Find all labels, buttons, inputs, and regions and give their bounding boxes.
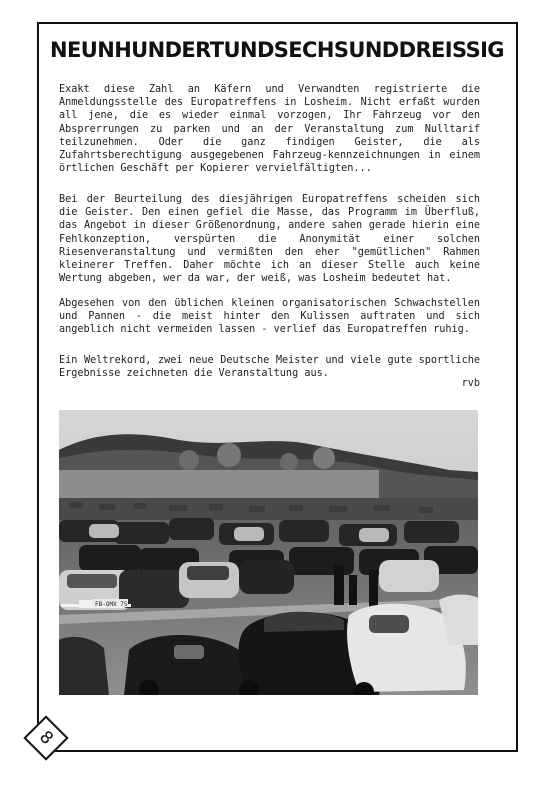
paragraph-2: Bei der Beurteilung des diesjährigen Europatreffens scheiden sich die Geister. Den einen gefiel die Masse, das Programm im Überfluß, das Angebot in dieser Größenordnung, andere sahen gerade hierin eine Fehlkonzeption, verspürten die Anonymität einer solchen Riesenveranstaltung und vermißten den eher "gemütlichen" Rahmen kleinerer Treffen. Daher möchte ich an dieser Stelle auch keine Wertung abgeben, wer da war, der weiß, was Losheim bedeutet hat. <box>59 194 480 285</box>
paragraph-4: Ein Weltrekord, zwei neue Deutsche Meister und viele gute sportliche Ergebnisse zeichneten die Veranstaltung aus. <box>59 355 480 380</box>
paragraph-1: Exakt diese Zahl an Käfern und Verwandten registrierte die Anmeldungsstelle des Europatreffens in Losheim. Nicht erfaßt wurden all jene, die es wieder einmal vorzogen, Ihr Fahrzeug vor den Absprerrungen zu parken und an der Veranstaltung zum Nulltarif teilzunehmen. Oder die ganz findigen Geister, die als Zufahrtsberechtigung ausgegebenen Fahrzeug-kennzeichnungen in einem örtlichen Geschäft per Kopierer vervielfältigten... <box>59 84 480 175</box>
article-title: NEUNHUNDERTUNDSECHSUNDDREISSIG <box>50 38 504 62</box>
license-plate: FB-OMX 75 <box>95 601 128 608</box>
parking-lot-photo <box>59 410 478 695</box>
paragraph-3: Abgesehen von den üblichen kleinen organisatorischen Schwachstellen und Pannen - die meist hinter den Kulissen auftraten und sich angeblich nicht vermeiden lassen - verlief das Europatreffen ruhig. <box>59 298 480 336</box>
page-number: 8 <box>35 727 57 749</box>
author-signature: rvb <box>461 378 480 389</box>
